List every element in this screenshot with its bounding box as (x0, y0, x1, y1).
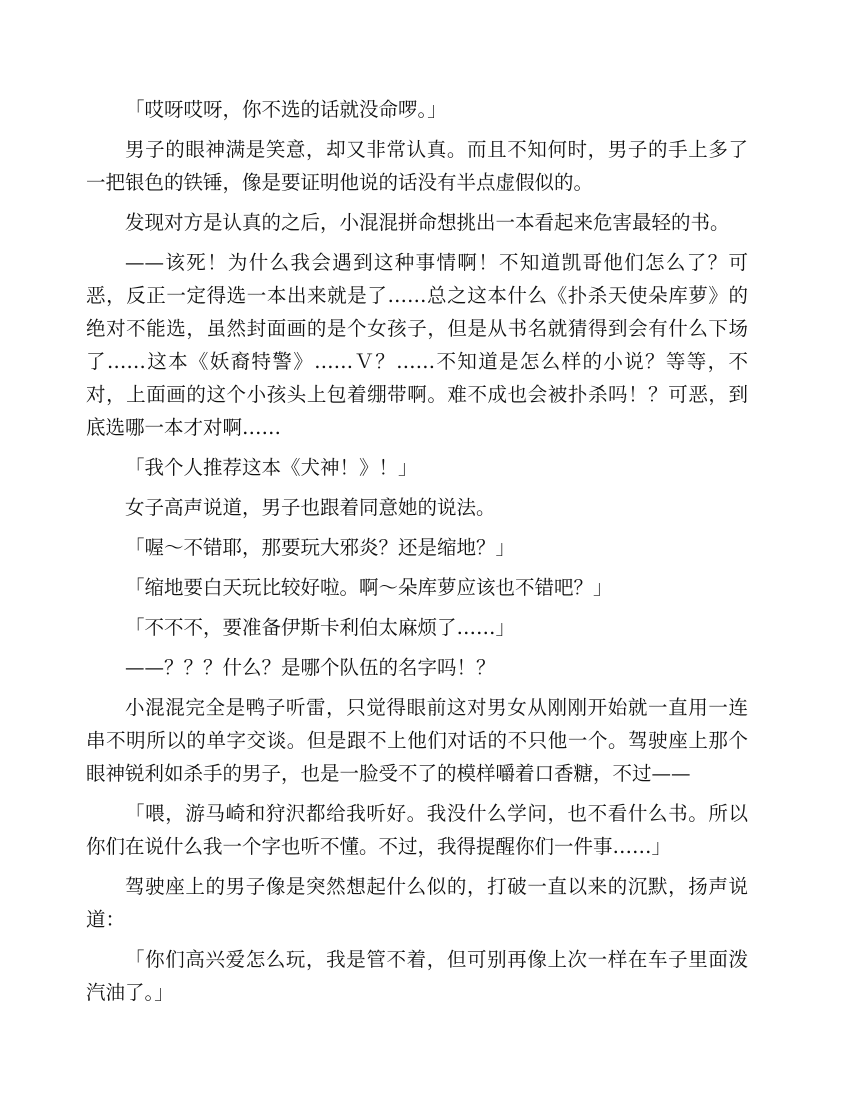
paragraph: 「哎呀哎呀，你不选的话就没命啰。」 (125, 98, 447, 121)
paragraph: 男子的眼神满是笑意，却又非常认真。而且不知何时，男子的手上多了一把银色的铁锤，像是要证明他说的话没有半点虚假似的。 (86, 138, 748, 194)
paragraph: ——该死！为什么我会遇到这种事情啊！不知道凯哥他们怎么了？可恶，反正一定得选一本出来就是了……总之这本什么《扑杀天使朵库萝》的绝对不能选，虽然封面画的是个女孩子，但是从书名就猜得到会有什么下场了……这本《妖裔特警》……Ｖ？……不知道是怎么样的小说？等等，不对，上面画的这个小孩头上包着绷带啊。难不成也会被扑杀吗！？可恶，到底选哪一本才对啊…… (86, 251, 748, 439)
document-page (86, 93, 748, 1016)
paragraph: 发现对方是认真的之后，小混混拼命想挑出一本看起来危害最轻的书。 (125, 211, 730, 234)
paragraph: 「你们高兴爱怎么玩，我是管不着，但可别再像上次一样在车子里面泼汽油了。」 (86, 948, 748, 1004)
paragraph: 小混混完全是鸭子听雷，只觉得眼前这对男女从刚刚开始就一直用一连串不明所以的单字交谈。但是跟不上他们对话的不只他一个。驾驶座上那个眼神锐利如杀手的男子，也是一脸受不了的模样嚼着口香糖，不过—— (86, 696, 748, 785)
paragraph: 「缩地要白天玩比较好啦。啊～朵库萝应该也不错吧？」 (125, 576, 613, 599)
paragraph: 「喂，游马崎和狩沢都给我听好。我没什么学问，也不看什么书。所以你们在说什么我一个字也听不懂。不过，我得提醒你们一件事……」 (86, 802, 748, 858)
paragraph: ——？？？什么？是哪个队伍的名字吗！？ (125, 656, 496, 679)
paragraph: 「不不不，要准备伊斯卡利伯太麻烦了……」 (125, 616, 516, 639)
paragraph: 女子高声说道，男子也跟着同意她的说法。 (125, 496, 496, 519)
paragraph: 驾驶座上的男子像是突然想起什么似的，打破一直以来的沉默，扬声说道： (86, 875, 748, 931)
paragraph: 「喔～不错耶，那要玩大邪炎？还是缩地？」 (125, 536, 516, 559)
paragraph: 「我个人推荐这本《犬神！》！」 (125, 456, 418, 479)
